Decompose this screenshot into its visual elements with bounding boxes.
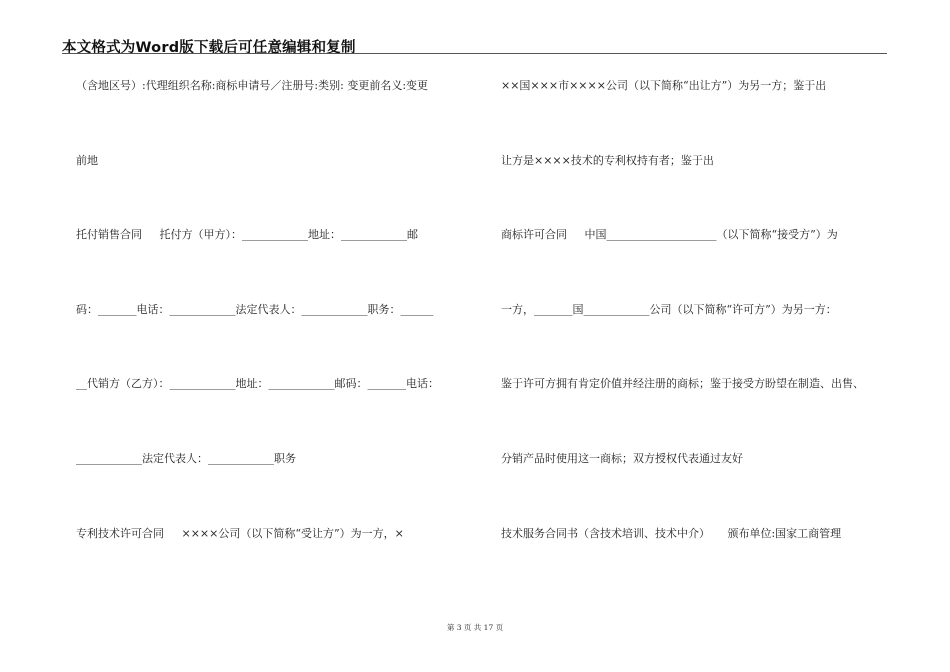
left-line-7: 专利技术许可合同 ××××公司（以下简称“受让方”）为一方，× — [76, 527, 404, 540]
left-line-4: 码：_______电话：____________法定代表人：____________职务：______ — [76, 303, 434, 316]
header-divider — [62, 53, 887, 54]
left-line-2: 前地 — [76, 154, 98, 167]
left-line-6: ____________法定代表人：____________职务 — [76, 452, 296, 465]
right-line-3: 商标许可合同 中国____________________（以下简称“接受方”）为 — [501, 228, 838, 241]
right-line-2: 让方是××××技术的专利权持有者；鉴于出 — [501, 154, 714, 167]
document-header-title: 本文格式为Word版下载后可任意编辑和复制 — [62, 40, 356, 56]
page-number: 第 3 页 共 17 页 — [446, 623, 504, 632]
right-line-4: 一方，_______国____________公司（以下简称“许可方”）为另一方： — [501, 303, 837, 316]
right-line-7: 技术服务合同书（含技术培训、技术中介） 颁布单位:国家工商管理 — [501, 527, 842, 540]
left-line-3: 托付销售合同 托付方（甲方）：____________地址：____________邮 — [76, 228, 418, 241]
right-line-5: 鉴于许可方拥有肯定价值并经注册的商标；鉴于接受方盼望在制造、出售、 — [501, 377, 864, 390]
right-line-6: 分销产品时使用这一商标；双方授权代表通过友好 — [501, 452, 743, 465]
left-line-5: __代销方（乙方）：____________地址：____________邮码：_______电话： — [76, 377, 439, 390]
left-line-1: （含地区号）:代理组织名称:商标申请号／注册号:类别: 变更前名义:变更 — [76, 79, 429, 92]
right-line-1: ××国×××市××××公司（以下简称“出让方”）为另一方；鉴于出 — [501, 79, 827, 92]
